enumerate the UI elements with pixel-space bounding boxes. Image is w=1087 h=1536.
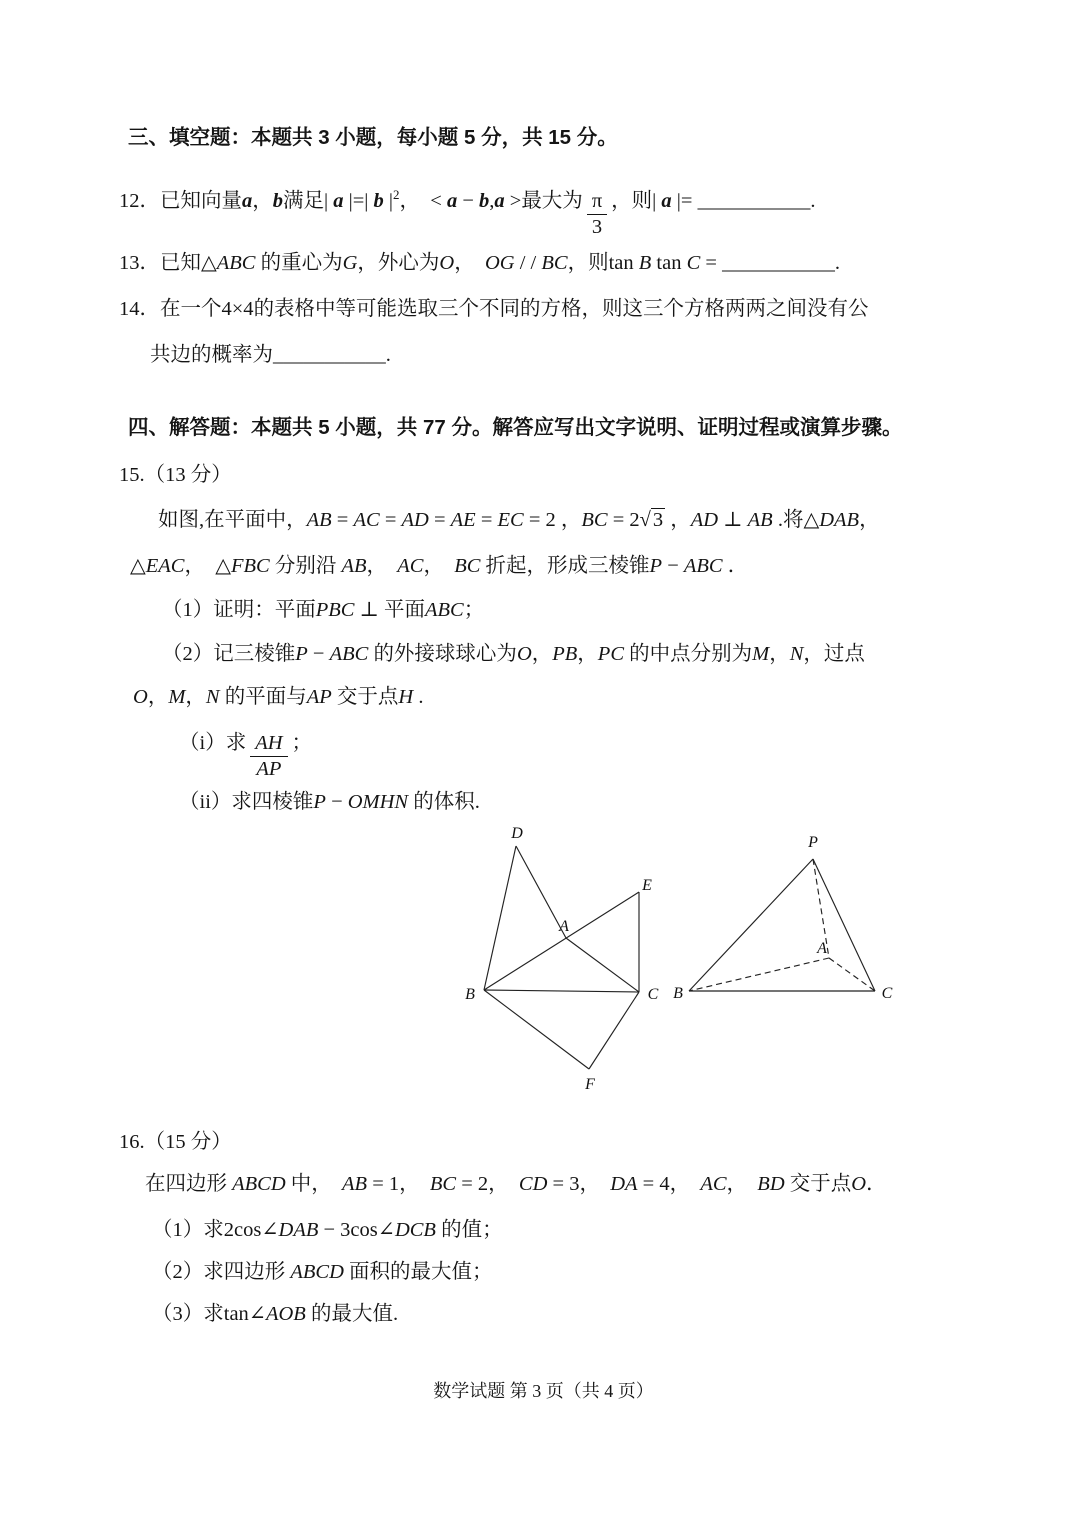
edge-BD	[484, 846, 516, 990]
question-15-part-2-line-2: O ， M ， N 的平面与 AP 交于点 H .	[133, 686, 424, 708]
vertex-label-A: A	[559, 918, 569, 935]
question-13: 13．已知 △ ABC 的重心为 G ，外心为 O ， OG / / BC ，则 tan B tan C = ___________ .	[119, 252, 840, 274]
question-15-part-2-line-1: （2）记三棱锥 P − ABC 的外接球球心为 O ， PB ， PC 的中点分别为 M ， N ，过点	[162, 643, 865, 665]
vertex-label-D: D	[511, 825, 523, 842]
edge-BC	[484, 990, 639, 992]
question-16-number: 16.（15 分）	[119, 1131, 232, 1153]
question-15-number: 15.（13 分）	[119, 464, 232, 486]
question-14-line-1: 14．在一个 4×4 的表格中等可能选取三个不同的方格，则这三个方格两两之间没有公	[119, 298, 869, 320]
edge-AC	[829, 958, 875, 991]
question-16-part-2: （2）求四边形 ABCD 面积的最大值；	[152, 1261, 493, 1283]
question-16-part-1: （1）求 2cos∠ DAB − 3cos∠ DCB 的值；	[152, 1219, 503, 1241]
question-16-intro: 在四边形 ABCD 中， AB = 1 ， BC = 2 ， CD = 3 ， DA = 4 ， AC ， BD 交于点 O ．	[145, 1173, 887, 1195]
figure-tetrahedron	[670, 815, 950, 1105]
edge-FC	[589, 992, 639, 1069]
question-15-sub-i: （i）求 $\frac{AH}{AP}$ ；	[179, 732, 313, 780]
question-15-part-1: （1）证明：平面 PBC ⊥ 平面 ABC ；	[162, 599, 485, 621]
question-15-intro-line-2: △ EAC ， △ FBC 分别沿 AB ， AC ， BC 折起，形成三棱锥 P − ABC ．	[130, 555, 749, 577]
vertex-label-B: B	[673, 985, 683, 1002]
vertex-label-F: F	[585, 1076, 595, 1093]
edge-PB	[689, 859, 813, 991]
page-footer: 数学试题 第 3 页（共 4 页）	[433, 1381, 654, 1401]
question-15-sub-ii: （ii）求四棱锥 P − OMHN 的体积.	[179, 791, 480, 813]
edge-PC	[813, 859, 875, 991]
question-16-part-3: （3）求 tan∠ AOB 的最大值.	[152, 1303, 399, 1325]
question-15-intro-line-1: 如图,在平面中， AB = AC = AD = AE = EC = 2 ， BC = 2√ 3 ， AD ⊥ AB .将 △ DAB ，	[158, 509, 880, 531]
vertex-label-B: B	[465, 986, 475, 1003]
section-heading-fill-in: 三、填空题：本题共 3 小题，每小题 5 分，共 15 分。	[128, 126, 618, 149]
question-14-line-2: 共边的概率为 ___________ .	[150, 344, 391, 366]
edge-AC	[566, 938, 639, 992]
vertex-label-P: P	[808, 834, 818, 851]
edge-AB	[689, 958, 829, 991]
edge-BF	[484, 990, 589, 1069]
vertex-label-A: A	[817, 940, 827, 957]
vertex-label-C: C	[881, 985, 893, 1002]
section-heading-answer: 四、解答题：本题共 5 小题，共 77 分。解答应写出文字说明、证明过程或演算步骤。	[128, 416, 903, 439]
question-12: 12．已知向量 a ， b 满足 | a |=| b | 2 ， < a − b , a > 最大为 $\frac{\pi}{3}$ ，则 | a |= ___________ .	[119, 187, 816, 238]
vertex-label-C: C	[647, 986, 659, 1003]
vertex-label-E: E	[642, 877, 652, 894]
